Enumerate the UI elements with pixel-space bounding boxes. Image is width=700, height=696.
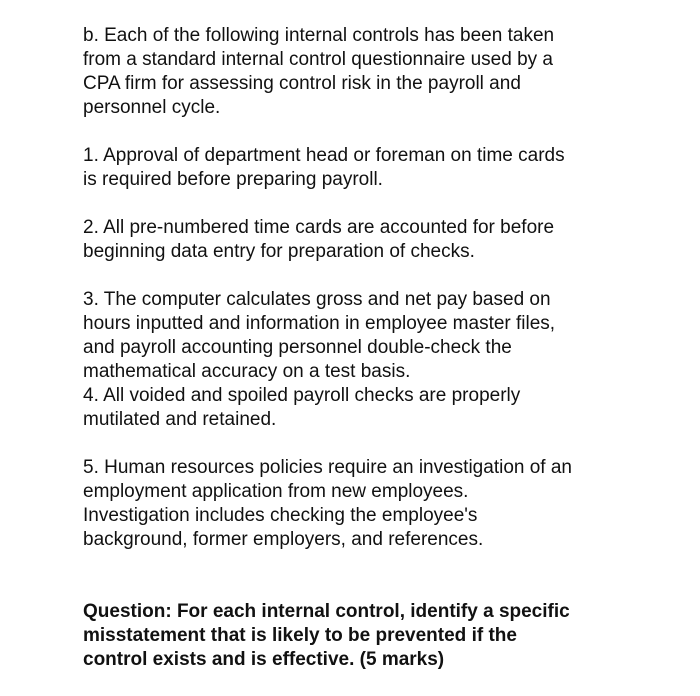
control-item-2: 2. All pre-numbered time cards are accounted for before beginning data entry for preparation of checks.	[83, 217, 555, 262]
control-item-4: 4. All voided and spoiled payroll checks are properly mutilated and retained.	[83, 385, 521, 430]
control-item-1: 1. Approval of department head or foreman on time cards is required before preparing payroll.	[83, 145, 565, 190]
spacer	[83, 432, 683, 456]
control-item-3: 3. The computer calculates gross and net pay based on hours inputted and information in employee master files, and payroll accounting personnel double-check the mathematical accuracy on a test basis.	[83, 289, 556, 382]
control-item-5: 5. Human resources policies require an investigation of an employment application from new employees. Investigation includes checking the employee's background, former employers, and references.	[83, 457, 572, 550]
spacer	[83, 120, 683, 144]
spacer	[83, 264, 683, 288]
question-paragraph: Question: For each internal control, identify a specific misstatement that is likely to be prevented if the control exists and is effective. (5 marks)	[83, 601, 570, 670]
document-body	[83, 24, 683, 672]
intro-paragraph: b. Each of the following internal controls has been taken from a standard internal control questionnaire used by a CPA firm for assessing control risk in the payroll and personnel cycle.	[83, 25, 555, 118]
spacer	[83, 192, 683, 216]
spacer	[83, 552, 683, 600]
